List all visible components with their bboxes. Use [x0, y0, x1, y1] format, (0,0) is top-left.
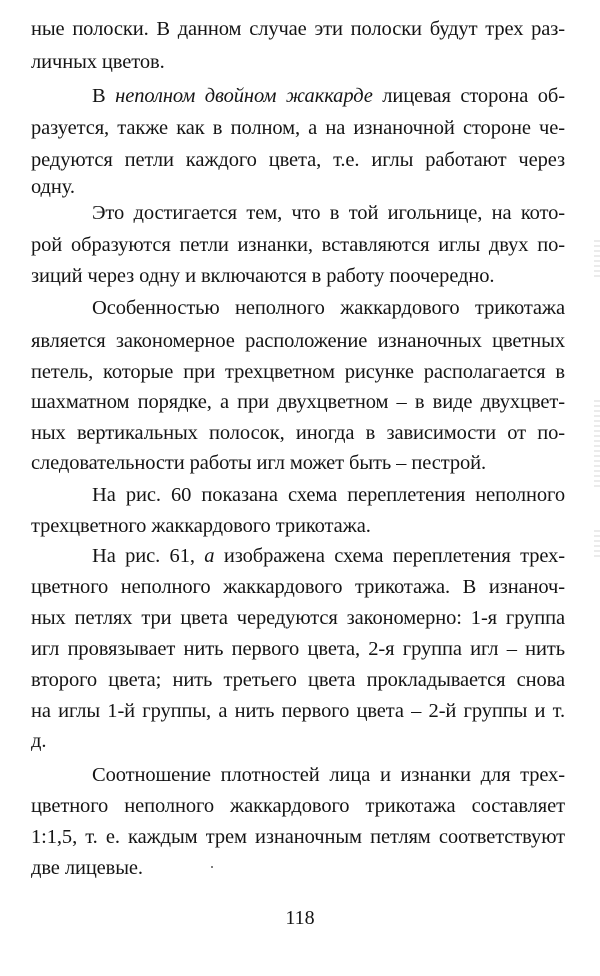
scan-edge-noise — [594, 530, 600, 560]
text-run: изображена схема переплетения трех- — [214, 545, 565, 567]
text-line: игл провязывает нить первого цвета, 2-я группа игл – нить — [31, 638, 565, 660]
text-line: Соотношение плотностей лица и изнанки для трех- — [92, 764, 565, 786]
text-line: петель, которые при трехцветном рисунке располагается в — [31, 361, 565, 383]
text-line: две лицевые. — [31, 857, 143, 879]
text-line: редуются петли каждого цвета, т.е. иглы работают через — [31, 149, 565, 171]
text-line: рой образуются петли изнанки, вставляются иглы двух по- — [31, 234, 565, 256]
text-line-with-emphasis — [92, 81, 565, 111]
text-line: На рис. 60 показана схема переплетения неполного — [92, 484, 565, 506]
scan-speck — [211, 866, 213, 868]
scan-edge-noise — [594, 400, 600, 490]
text-run: На рис. 61, — [92, 545, 205, 567]
text-line: на иглы 1-й группы, а нить первого цвета – 2-й группы и т. — [31, 700, 565, 722]
text-line: одну. — [31, 176, 75, 198]
text-line: следовательности работы игл может быть – пестрой. — [31, 452, 487, 474]
text-line: личных цветов. — [31, 51, 165, 73]
italic-term: неполном двойном жаккарде — [115, 85, 373, 107]
text-line: ные полоски. В данном случае эти полоски будут трех раз- — [31, 18, 565, 40]
text-line: ных петлях три цвета чередуются закономерно: 1-я группа — [31, 607, 565, 629]
text-line: шахматном порядке, а при двухцветном – в виде двухцвет- — [31, 391, 565, 413]
text-line-with-emphasis — [92, 541, 565, 571]
text-run: лицевая сторона об- — [372, 85, 565, 107]
text-line: ных вертикальных полосок, иногда в зависимости от по- — [31, 422, 565, 444]
text-line: является закономерное расположение изнаночных цветных — [31, 330, 565, 352]
text-run: В — [92, 85, 116, 107]
text-line: цветного неполного жаккардового трикотажа составляет — [31, 795, 565, 817]
text-line: второго цвета; нить третьего цвета прокладывается снова — [31, 669, 565, 691]
text-line: Особенностью неполного жаккардового трикотажа — [92, 297, 565, 319]
italic-figure-label: а — [204, 545, 215, 567]
text-line: трехцветного жаккардового трикотажа. — [31, 515, 371, 537]
text-line: зиций через одну и включаются в работу поочередно. — [31, 265, 495, 287]
text-line: 1:1,5, т. е. каждым трем изнаночным петлям соответствуют — [31, 826, 565, 848]
text-line: д. — [31, 730, 47, 752]
text-line: Это достигается тем, что в той игольнице, на кото- — [92, 202, 565, 224]
text-line: разуется, также как в полном, а на изнаночной стороне че- — [31, 117, 565, 139]
page-number: 118 — [285, 907, 315, 929]
scan-edge-noise — [594, 240, 600, 280]
text-line: цветного неполного жаккардового трикотажа. В изнаноч- — [31, 576, 565, 598]
